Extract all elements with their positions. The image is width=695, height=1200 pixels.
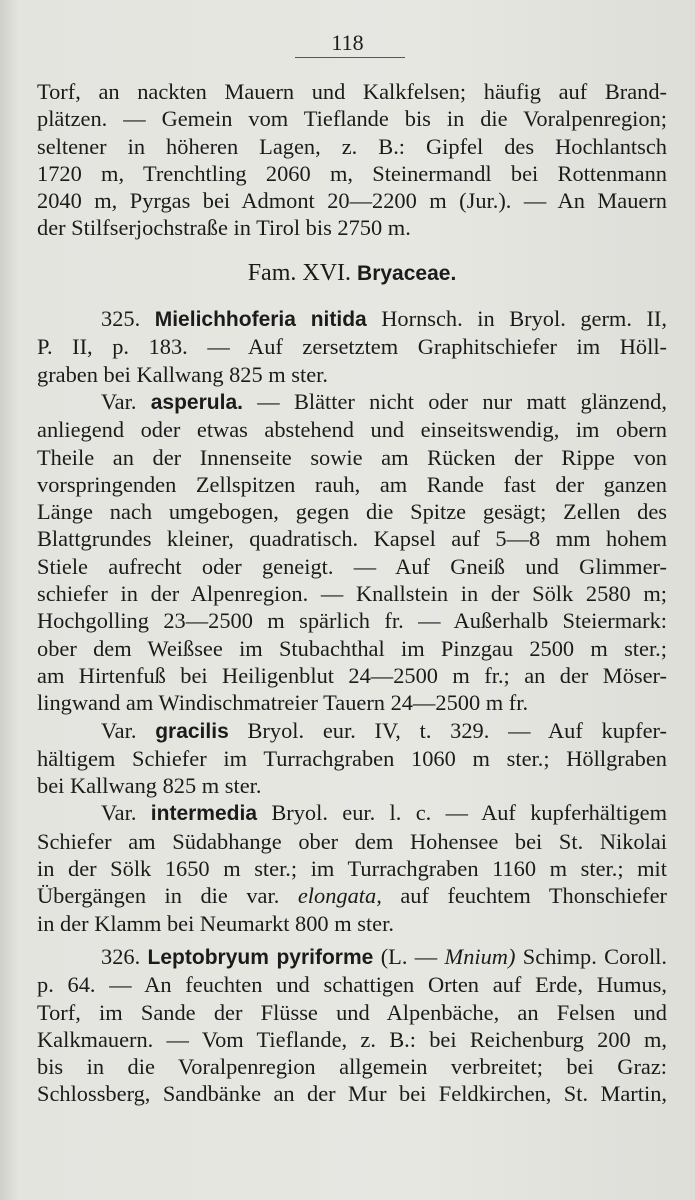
variety-text: Bryol. eur. IV, t. 329. — Auf kupfer-	[247, 717, 667, 743]
variety-first-line	[37, 388, 667, 416]
entry-first-line	[37, 305, 667, 333]
entry-325	[37, 305, 667, 388]
text-line: anliegend oder etwas abstehend und einseitswendig, im obern	[37, 417, 667, 443]
text-line: in der Klamm bei Neumarkt 800 m ster.	[37, 910, 394, 936]
entry-first-line	[37, 943, 667, 971]
variety-asperula	[37, 388, 667, 717]
text-line: Theile an der Innenseite sowie am Rücken der Rippe von	[37, 444, 667, 470]
header-rule	[295, 57, 405, 58]
family-name: Bryaceae.	[357, 261, 457, 285]
variety-name: intermedia	[150, 802, 257, 826]
entry-326	[37, 943, 667, 1108]
variety-text: — Blätter nicht oder nur matt glänzend,	[257, 388, 667, 414]
variety-prefix: Var.	[101, 388, 137, 414]
text-line: Torf, im Sande der Flüsse und Alpenbäche, an Felsen und	[37, 999, 667, 1025]
intro-paragraph	[37, 78, 667, 242]
text-line: vorspringenden Zellspitzen rauh, am Rande fast der ganzen	[37, 471, 667, 497]
species-name: Leptobryum pyriforme	[147, 945, 374, 969]
text-line: 1720 m, Trenchtling 2060 m, Steinermandl bei Rottenmann	[37, 160, 667, 186]
text-line: lingwand am Windischmatreier Tauern 24—2500 m fr.	[37, 690, 529, 716]
variety-intermedia	[37, 799, 667, 936]
entry-number: 325.	[101, 306, 141, 332]
text-line: in der Sölk 1650 m ster.; im Turrachgraben 1160 m ster.; mit	[37, 856, 667, 882]
text-line: Schiefer am Südabhange ober dem Hohensee bei St. Nikolai	[37, 828, 667, 854]
family-heading	[37, 260, 667, 287]
variety-name: asperula.	[150, 390, 243, 414]
text-line: p. 64. — An feuchten und schattigen Orten auf Erde, Humus,	[37, 972, 667, 998]
text-segment: auf feuchtem Thonschiefer	[400, 883, 667, 909]
variety-prefix: Var.	[101, 800, 137, 826]
text-line: plätzen. — Gemein vom Tieflande bis in die Voralpenregion;	[37, 106, 667, 132]
text-line: graben bei Kallwang 825 m ster.	[37, 361, 329, 387]
text-line: P. II, p. 183. — Auf zersetztem Graphitschiefer im Höll-	[37, 334, 667, 360]
italic-term: Mnium)	[444, 943, 516, 969]
text-segment: Übergängen in die var.	[37, 883, 280, 909]
text-line: Hochgolling 23—2500 m spärlich fr. — Außerhalb Steiermark:	[37, 608, 667, 634]
text-line: Stiele aufrecht oder geneigt. — Auf Gneiß und Glimmer-	[37, 553, 667, 579]
text-line: schiefer in der Alpenregion. — Knallstein in der Sölk 2580 m;	[37, 581, 667, 607]
page-number: 118	[331, 30, 364, 55]
text-line: am Hirtenfuß bei Heiligenblut 24—2500 m fr.; an der Möser-	[37, 662, 667, 688]
text-line: ober dem Weißsee im Stubachthal im Pinzgau 2500 m ster.;	[37, 635, 667, 661]
text-line: Kalkmauern. — Vom Tieflande, z. B.: bei Reichenburg 200 m,	[37, 1026, 667, 1052]
page-body	[37, 78, 667, 1108]
variety-first-line	[37, 717, 667, 745]
variety-gracilis	[37, 717, 667, 800]
text-line: der Stilfserjochstraße in Tirol bis 2750 m.	[37, 215, 411, 241]
entry-text: Schimp. Coroll.	[522, 943, 667, 969]
text-line	[37, 882, 667, 909]
text-line: bei Kallwang 825 m ster.	[37, 773, 262, 799]
text-line: Blattgrundes kleiner, quadratisch. Kapsel auf 5—8 mm hohem	[37, 526, 667, 552]
text-line: 2040 m, Pyrgas bei Admont 20—2200 m (Jur.). — An Mauern	[37, 188, 667, 214]
text-line: Schlossberg, Sandbänke an der Mur bei Feldkirchen, St. Martin,	[37, 1081, 667, 1107]
family-prefix: Fam. XVI.	[247, 259, 352, 286]
text-line: hältigem Schiefer im Turrachgraben 1060 m ster.; Höllgraben	[37, 745, 667, 771]
text-line: Torf, an nackten Mauern und Kalkfelsen; häufig auf Brand-	[37, 79, 667, 104]
entry-number: 326.	[101, 943, 141, 969]
text-line: Länge nach umgebogen, gegen die Spitze gesägt; Zellen des	[37, 499, 667, 525]
variety-first-line	[37, 799, 667, 827]
species-name: Mielichhoferia nitida	[154, 308, 367, 332]
text-line: bis in die Voralpenregion allgemein verbreitet; bei Graz:	[37, 1054, 667, 1080]
text-line: seltener in höheren Lagen, z. B.: Gipfel des Hochlantsch	[37, 133, 667, 159]
variety-name: gracilis	[155, 719, 229, 743]
italic-term: elongata,	[297, 883, 382, 909]
entry-text: (L. —	[380, 943, 438, 969]
variety-text: Bryol. eur. l. c. — Auf kupferhältigem	[271, 800, 667, 826]
variety-prefix: Var.	[101, 717, 137, 743]
entry-text: Hornsch. in Bryol. germ. II,	[381, 306, 667, 332]
